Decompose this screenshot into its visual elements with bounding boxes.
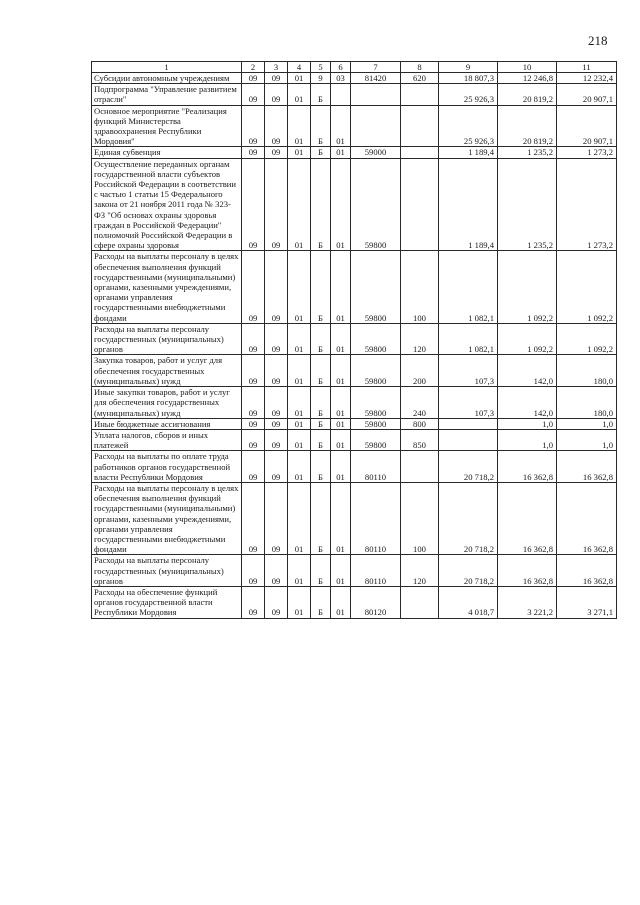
direction-code: 59800 <box>351 418 401 429</box>
subprogram-code: Б <box>311 586 331 618</box>
direction-code: 59800 <box>351 429 401 450</box>
column-header: 11 <box>557 62 617 73</box>
amount-col-9: 1 189,4 <box>439 147 498 158</box>
program-code: 01 <box>288 323 311 355</box>
subprogram-code: 9 <box>311 73 331 84</box>
row-name: Расходы на обеспечение функций органов государственной власти Республики Мордовия <box>92 586 242 618</box>
row-name: Иные закупки товаров, работ и услуг для обеспечения государственных (муниципальных) нужд <box>92 387 242 419</box>
expense-type-code: 120 <box>401 323 439 355</box>
direction-code <box>351 105 401 147</box>
amount-col-9: 20 718,2 <box>439 451 498 483</box>
row-name: Расходы на выплаты персоналу в целях обеспечения выполнения функций государственными (муниципальными) органами, казенными учреждениями, органами управления государственными внебюджетными фондами <box>92 482 242 554</box>
column-header: 7 <box>351 62 401 73</box>
direction-code: 59800 <box>351 323 401 355</box>
amount-col-10: 20 819,2 <box>498 105 557 147</box>
activity-code: 01 <box>331 355 351 387</box>
direction-code: 80110 <box>351 482 401 554</box>
amount-col-11: 12 232,4 <box>557 73 617 84</box>
activity-code: 01 <box>331 418 351 429</box>
column-header: 1 <box>92 62 242 73</box>
expense-type-code: 850 <box>401 429 439 450</box>
subsection-code: 09 <box>265 73 288 84</box>
amount-col-9: 4 018,7 <box>439 586 498 618</box>
subprogram-code: Б <box>311 251 331 323</box>
program-code: 01 <box>288 355 311 387</box>
subsection-code: 09 <box>265 418 288 429</box>
row-name: Осуществление переданных органам государственной власти субъектов Российской Федерации в соответствии с частью 1 статьи 15 Федерального закона от 21 ноября 2011 года № 323-ФЗ "Об основах охраны здоровья граждан в Российской Федерации" полномочий Российской Федерации в сфере охраны здоровья <box>92 158 242 251</box>
program-code: 01 <box>288 429 311 450</box>
amount-col-10: 16 362,8 <box>498 451 557 483</box>
section-code: 09 <box>242 586 265 618</box>
subsection-code: 09 <box>265 451 288 483</box>
program-code: 01 <box>288 251 311 323</box>
row-name: Иные бюджетные ассигнования <box>92 418 242 429</box>
amount-col-10: 12 246,8 <box>498 73 557 84</box>
table-row <box>92 355 617 387</box>
row-name: Единая субвенция <box>92 147 242 158</box>
subsection-code: 09 <box>265 482 288 554</box>
row-name: Закупка товаров, работ и услуг для обеспечения государственных (муниципальных) нужд <box>92 355 242 387</box>
section-code: 09 <box>242 355 265 387</box>
column-header: 6 <box>331 62 351 73</box>
program-code: 01 <box>288 147 311 158</box>
amount-col-10: 142,0 <box>498 355 557 387</box>
direction-code: 59000 <box>351 147 401 158</box>
expense-type-code <box>401 158 439 251</box>
subsection-code: 09 <box>265 84 288 105</box>
activity-code <box>331 84 351 105</box>
table-row <box>92 555 617 587</box>
row-name: Основное мероприятие "Реализация функций Министерства здравоохранения Республики Мордовия" <box>92 105 242 147</box>
section-code: 09 <box>242 158 265 251</box>
subsection-code: 09 <box>265 355 288 387</box>
row-name: Расходы на выплаты по оплате труда работников органов государственной власти Республики Мордовия <box>92 451 242 483</box>
row-name: Расходы на выплаты персоналу государственных (муниципальных) органов <box>92 555 242 587</box>
program-code: 01 <box>288 555 311 587</box>
direction-code: 59800 <box>351 387 401 419</box>
activity-code: 01 <box>331 323 351 355</box>
row-name: Расходы на выплаты персоналу государственных (муниципальных) органов <box>92 323 242 355</box>
amount-col-11: 16 362,8 <box>557 555 617 587</box>
program-code: 01 <box>288 387 311 419</box>
amount-col-11: 16 362,8 <box>557 482 617 554</box>
amount-col-11: 1 092,2 <box>557 251 617 323</box>
expense-type-code: 100 <box>401 251 439 323</box>
subsection-code: 09 <box>265 158 288 251</box>
subsection-code: 09 <box>265 387 288 419</box>
amount-col-11: 180,0 <box>557 387 617 419</box>
section-code: 09 <box>242 482 265 554</box>
section-code: 09 <box>242 84 265 105</box>
section-code: 09 <box>242 429 265 450</box>
direction-code: 59800 <box>351 355 401 387</box>
amount-col-10: 1,0 <box>498 429 557 450</box>
subprogram-code: Б <box>311 158 331 251</box>
column-header: 10 <box>498 62 557 73</box>
amount-col-11: 1 092,2 <box>557 323 617 355</box>
direction-code: 59800 <box>351 158 401 251</box>
amount-col-9: 20 718,2 <box>439 482 498 554</box>
amount-col-10: 1 092,2 <box>498 323 557 355</box>
table-row <box>92 451 617 483</box>
program-code: 01 <box>288 451 311 483</box>
subprogram-code: Б <box>311 482 331 554</box>
amount-col-9 <box>439 418 498 429</box>
expense-type-code <box>401 586 439 618</box>
amount-col-9: 25 926,3 <box>439 105 498 147</box>
expense-type-code <box>401 451 439 483</box>
subprogram-code: Б <box>311 451 331 483</box>
column-header: 5 <box>311 62 331 73</box>
amount-col-10: 3 221,2 <box>498 586 557 618</box>
expense-type-code: 100 <box>401 482 439 554</box>
page-number: 218 <box>588 33 608 48</box>
program-code: 01 <box>288 158 311 251</box>
column-header: 3 <box>265 62 288 73</box>
row-name: Субсидии автономным учреждениям <box>92 73 242 84</box>
amount-col-10: 1 235,2 <box>498 147 557 158</box>
program-code: 01 <box>288 105 311 147</box>
expense-type-code: 200 <box>401 355 439 387</box>
activity-code: 01 <box>331 451 351 483</box>
subprogram-code: Б <box>311 429 331 450</box>
table-row <box>92 158 617 251</box>
activity-code: 01 <box>331 429 351 450</box>
table-row <box>92 387 617 419</box>
activity-code: 01 <box>331 482 351 554</box>
amount-col-11: 1 273,2 <box>557 158 617 251</box>
direction-code <box>351 84 401 105</box>
amount-col-10: 16 362,8 <box>498 482 557 554</box>
direction-code: 81420 <box>351 73 401 84</box>
amount-col-9: 20 718,2 <box>439 555 498 587</box>
amount-col-10: 16 362,8 <box>498 555 557 587</box>
header-row <box>92 62 617 73</box>
expense-type-code: 240 <box>401 387 439 419</box>
section-code: 09 <box>242 251 265 323</box>
section-code: 09 <box>242 147 265 158</box>
table-row <box>92 105 617 147</box>
table-row <box>92 586 617 618</box>
direction-code: 80120 <box>351 586 401 618</box>
direction-code: 59800 <box>351 251 401 323</box>
subprogram-code: Б <box>311 387 331 419</box>
amount-col-9: 1 082,1 <box>439 251 498 323</box>
activity-code: 01 <box>331 147 351 158</box>
section-code: 09 <box>242 418 265 429</box>
activity-code: 03 <box>331 73 351 84</box>
row-name: Расходы на выплаты персоналу в целях обеспечения выполнения функций государственными (муниципальными) органами, казенными учреждениями, органами управления государственными внебюджетными фондами <box>92 251 242 323</box>
amount-col-9: 18 807,3 <box>439 73 498 84</box>
amount-col-9 <box>439 429 498 450</box>
activity-code: 01 <box>331 158 351 251</box>
section-code: 09 <box>242 555 265 587</box>
subsection-code: 09 <box>265 429 288 450</box>
amount-col-11: 20 907,1 <box>557 105 617 147</box>
table-row <box>92 482 617 554</box>
direction-code: 80110 <box>351 451 401 483</box>
expense-type-code <box>401 147 439 158</box>
expense-type-code: 120 <box>401 555 439 587</box>
section-code: 09 <box>242 451 265 483</box>
amount-col-9: 1 082,1 <box>439 323 498 355</box>
amount-col-9: 107,3 <box>439 355 498 387</box>
row-name: Уплата налогов, сборов и иных платежей <box>92 429 242 450</box>
amount-col-11: 20 907,1 <box>557 84 617 105</box>
activity-code: 01 <box>331 105 351 147</box>
budget-table <box>91 61 617 619</box>
row-name: Подпрограмма "Управление развитием отрасли" <box>92 84 242 105</box>
expense-type-code <box>401 84 439 105</box>
amount-col-9: 107,3 <box>439 387 498 419</box>
activity-code: 01 <box>331 586 351 618</box>
table-row <box>92 73 617 84</box>
expense-type-code: 800 <box>401 418 439 429</box>
table-row <box>92 323 617 355</box>
activity-code: 01 <box>331 555 351 587</box>
subsection-code: 09 <box>265 323 288 355</box>
expense-type-code: 620 <box>401 73 439 84</box>
amount-col-11: 16 362,8 <box>557 451 617 483</box>
table-row <box>92 84 617 105</box>
direction-code: 80110 <box>351 555 401 587</box>
table-row <box>92 418 617 429</box>
subprogram-code: Б <box>311 555 331 587</box>
amount-col-10: 1 235,2 <box>498 158 557 251</box>
subsection-code: 09 <box>265 251 288 323</box>
table-row <box>92 251 617 323</box>
table-row <box>92 429 617 450</box>
column-header: 8 <box>401 62 439 73</box>
amount-col-11: 1 273,2 <box>557 147 617 158</box>
subsection-code: 09 <box>265 555 288 587</box>
amount-col-11: 1,0 <box>557 429 617 450</box>
program-code: 01 <box>288 418 311 429</box>
amount-col-10: 20 819,2 <box>498 84 557 105</box>
subsection-code: 09 <box>265 586 288 618</box>
column-header: 4 <box>288 62 311 73</box>
subsection-code: 09 <box>265 105 288 147</box>
section-code: 09 <box>242 105 265 147</box>
expense-type-code <box>401 105 439 147</box>
amount-col-10: 1,0 <box>498 418 557 429</box>
subprogram-code: Б <box>311 323 331 355</box>
amount-col-11: 3 271,1 <box>557 586 617 618</box>
amount-col-9: 25 926,3 <box>439 84 498 105</box>
subprogram-code: Б <box>311 147 331 158</box>
subprogram-code: Б <box>311 355 331 387</box>
subprogram-code: Б <box>311 105 331 147</box>
subprogram-code: Б <box>311 418 331 429</box>
program-code: 01 <box>288 84 311 105</box>
column-header: 2 <box>242 62 265 73</box>
activity-code: 01 <box>331 387 351 419</box>
section-code: 09 <box>242 73 265 84</box>
program-code: 01 <box>288 73 311 84</box>
program-code: 01 <box>288 586 311 618</box>
subsection-code: 09 <box>265 147 288 158</box>
section-code: 09 <box>242 387 265 419</box>
amount-col-11: 1,0 <box>557 418 617 429</box>
section-code: 09 <box>242 323 265 355</box>
subprogram-code: Б <box>311 84 331 105</box>
program-code: 01 <box>288 482 311 554</box>
table-row <box>92 147 617 158</box>
activity-code: 01 <box>331 251 351 323</box>
amount-col-9: 1 189,4 <box>439 158 498 251</box>
table-body <box>92 73 617 619</box>
amount-col-10: 1 092,2 <box>498 251 557 323</box>
amount-col-10: 142,0 <box>498 387 557 419</box>
column-header: 9 <box>439 62 498 73</box>
amount-col-11: 180,0 <box>557 355 617 387</box>
